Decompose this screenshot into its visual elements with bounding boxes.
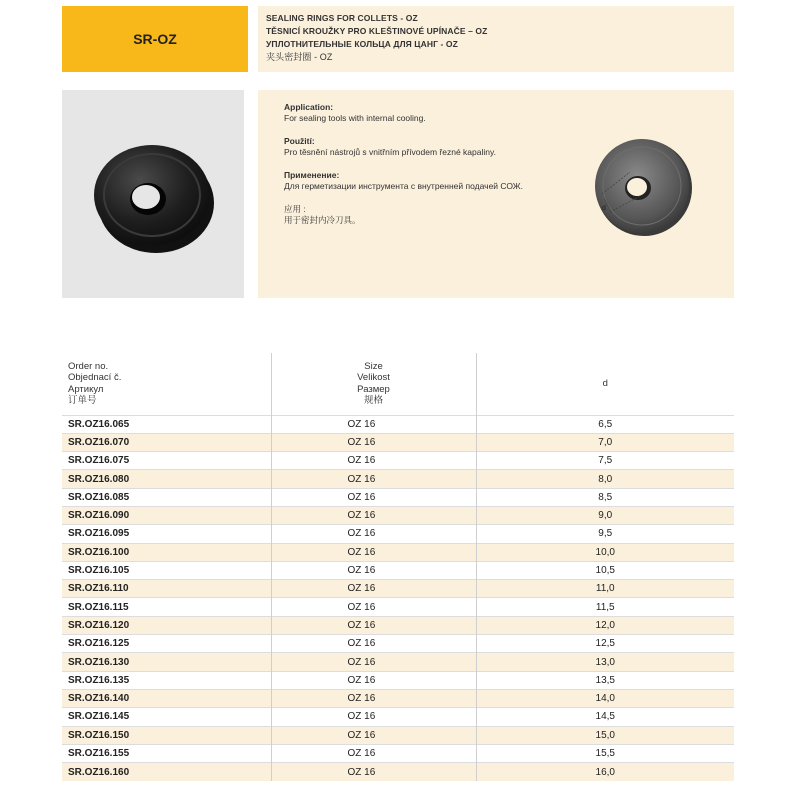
product-title-box — [258, 6, 734, 72]
order-no-cell: SR.OZ16.105 — [62, 561, 271, 579]
table-row — [62, 726, 734, 744]
order-no-cell: SR.OZ16.160 — [62, 763, 271, 781]
order-no-cell: SR.OZ16.140 — [62, 689, 271, 707]
product-table — [62, 353, 734, 781]
d-cell: 16,0 — [476, 763, 734, 781]
table-row — [62, 452, 734, 470]
table-row — [62, 763, 734, 781]
table-row — [62, 433, 734, 451]
title-cn: 夹头密封圈 - OZ — [266, 52, 333, 62]
d-cell: 13,0 — [476, 653, 734, 671]
order-no-cell: SR.OZ16.130 — [62, 653, 271, 671]
table-row — [62, 561, 734, 579]
size-cell: OZ 16 — [271, 543, 476, 561]
d-cell: 8,0 — [476, 470, 734, 488]
d-cell: 11,5 — [476, 598, 734, 616]
order-no-cell: SR.OZ16.065 — [62, 415, 271, 433]
title-cz: TĚSNICÍ KROUŽKY PRO KLEŠTINOVÉ UPÍNAČE – OZ — [266, 26, 488, 36]
size-cell: OZ 16 — [271, 616, 476, 634]
table-body — [62, 415, 734, 781]
order-no-cell: SR.OZ16.135 — [62, 671, 271, 689]
application-label-en: Application: — [284, 102, 334, 112]
size-cell: OZ 16 — [271, 763, 476, 781]
size-cell: OZ 16 — [271, 635, 476, 653]
order-no-cell: SR.OZ16.150 — [62, 726, 271, 744]
size-cell: OZ 16 — [271, 726, 476, 744]
order-no-cell: SR.OZ16.090 — [62, 506, 271, 524]
d-cell: 7,5 — [476, 452, 734, 470]
d-cell: 9,5 — [476, 525, 734, 543]
table-row — [62, 415, 734, 433]
d-cell: 12,0 — [476, 616, 734, 634]
application-label-ru: Применение: — [284, 170, 340, 180]
table-row — [62, 506, 734, 524]
d-cell: 15,5 — [476, 744, 734, 762]
d-cell: 13,5 — [476, 671, 734, 689]
d-cell: 7,0 — [476, 433, 734, 451]
order-no-cell: SR.OZ16.120 — [62, 616, 271, 634]
d-cell: 14,0 — [476, 689, 734, 707]
size-cell: OZ 16 — [271, 415, 476, 433]
order-no-cell: SR.OZ16.110 — [62, 580, 271, 598]
size-cell: OZ 16 — [271, 653, 476, 671]
size-cell: OZ 16 — [271, 452, 476, 470]
table-row — [62, 708, 734, 726]
d-cell: 11,0 — [476, 580, 734, 598]
order-no-cell: SR.OZ16.085 — [62, 488, 271, 506]
order-no-cell: SR.OZ16.125 — [62, 635, 271, 653]
header-d: d — [476, 353, 734, 415]
application-text-ru: Для герметизации инструмента с внутренней подачей СОЖ. — [284, 181, 523, 191]
title-ru: УПЛОТНИТЕЛЬНЫЕ КОЛЬЦА ДЛЯ ЦАНГ - OZ — [266, 39, 458, 49]
d-cell: 9,0 — [476, 506, 734, 524]
application-label-cn: 应用 : — [284, 204, 306, 214]
application-text-en: For sealing tools with internal cooling. — [284, 113, 426, 123]
size-cell: OZ 16 — [271, 580, 476, 598]
sealing-ring-image — [78, 119, 228, 269]
table-row — [62, 543, 734, 561]
table-row — [62, 580, 734, 598]
product-code: SR-OZ — [133, 31, 177, 47]
d-cell: 15,0 — [476, 726, 734, 744]
title-en: SEALING RINGS FOR COLLETS - OZ — [266, 13, 418, 23]
order-no-cell: SR.OZ16.115 — [62, 598, 271, 616]
order-no-cell: SR.OZ16.095 — [62, 525, 271, 543]
d-cell: 10,5 — [476, 561, 734, 579]
size-cell: OZ 16 — [271, 561, 476, 579]
size-cell: OZ 16 — [271, 689, 476, 707]
order-no-cell: SR.OZ16.080 — [62, 470, 271, 488]
size-cell: OZ 16 — [271, 525, 476, 543]
table-row — [62, 616, 734, 634]
dimension-label-d: d — [602, 205, 606, 212]
table-row — [62, 525, 734, 543]
size-cell: OZ 16 — [271, 671, 476, 689]
header-order-no: Order no. Objednací č. Артикул 订单号 — [68, 360, 122, 407]
size-cell: OZ 16 — [271, 470, 476, 488]
size-cell: OZ 16 — [271, 744, 476, 762]
application-description — [258, 90, 734, 298]
table-row — [62, 598, 734, 616]
product-photo — [62, 90, 244, 298]
table-row — [62, 744, 734, 762]
size-cell: OZ 16 — [271, 506, 476, 524]
application-text-cz: Pro těsnění nástrojů s vnitřním přívodem řezné kapaliny. — [284, 147, 496, 157]
header-size: Size Velikost Размер 规格 — [271, 353, 476, 415]
table-row — [62, 689, 734, 707]
order-no-cell: SR.OZ16.070 — [62, 433, 271, 451]
table-row — [62, 671, 734, 689]
d-cell: 6,5 — [476, 415, 734, 433]
dimension-drawing — [580, 126, 700, 246]
product-code-box — [62, 6, 248, 72]
order-no-cell: SR.OZ16.075 — [62, 452, 271, 470]
size-cell: OZ 16 — [271, 433, 476, 451]
application-label-cz: Použití: — [284, 136, 315, 146]
d-cell: 10,0 — [476, 543, 734, 561]
table-row — [62, 488, 734, 506]
size-cell: OZ 16 — [271, 598, 476, 616]
application-text-cn: 用于密封内冷刀具。 — [284, 215, 361, 225]
table-row — [62, 635, 734, 653]
order-no-cell: SR.OZ16.100 — [62, 543, 271, 561]
table-row — [62, 653, 734, 671]
d-cell: 12,5 — [476, 635, 734, 653]
d-cell: 8,5 — [476, 488, 734, 506]
d-cell: 14,5 — [476, 708, 734, 726]
order-no-cell: SR.OZ16.155 — [62, 744, 271, 762]
size-cell: OZ 16 — [271, 708, 476, 726]
order-no-cell: SR.OZ16.145 — [62, 708, 271, 726]
table-row — [62, 470, 734, 488]
size-cell: OZ 16 — [271, 488, 476, 506]
